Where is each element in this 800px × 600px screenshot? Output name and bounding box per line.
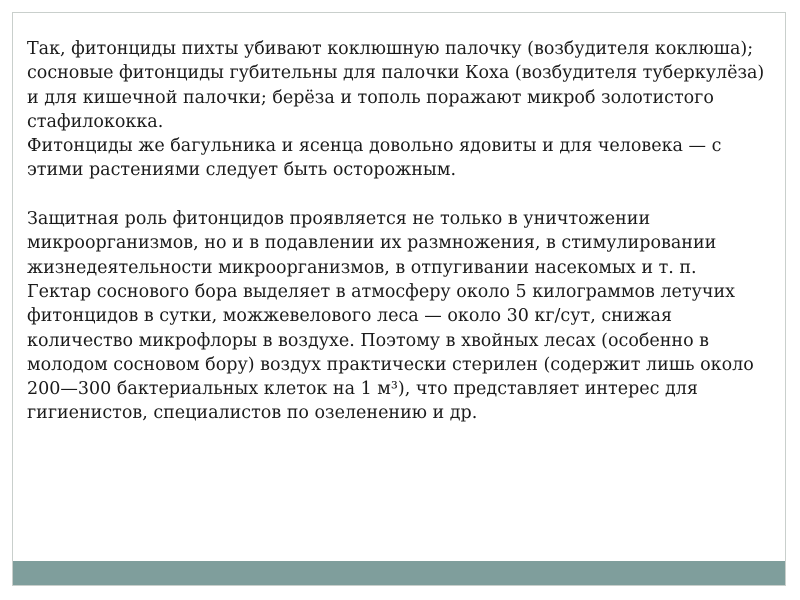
content-panel [13,13,785,561]
paragraph-spacer [27,183,777,207]
slide [12,12,786,586]
paragraph-toxic-plants: Фитонциды же багульника и ясенца довольно ядовиты и для человека — с этими растениями следует быть осторожным. [27,136,722,181]
paragraph-protective-role: Защитная роль фитонцидов проявляется не только в уничтожении микроорганизмов, но и в подавлении их размножения, в стимулировании жизнедеятельности микроорганизмов, в отпугивании насекомых и т. п. [27,209,717,278]
slide-text [27,37,777,426]
paragraph-phytoncides-effects: Так, фитонциды пихты убивают коклюшную палочку (возбудителя коклюша); сосновые фитонциды губительны для палочки Коха (возбудителя туберкулёза) и для кишечной палочки; берёза и тополь поражают микроб золотистого стафилококка. [27,39,765,132]
paragraph-pine-forest: Гектар соснового бора выделяет в атмосферу около 5 килограммов летучих фитонцидов в сутки, можжевелового леса — около 30 кг/сут, снижая количество микрофлоры в воздухе. Поэтому в хвойных лесах (особенно в молодом сосновом бору) воздух практически стерилен (содержит лишь около 200—300 бактериальных клеток на 1 м³), что представляет интерес для гигиенистов, специалистов по озеленению и др. [27,281,754,424]
footer-bar [13,561,785,585]
